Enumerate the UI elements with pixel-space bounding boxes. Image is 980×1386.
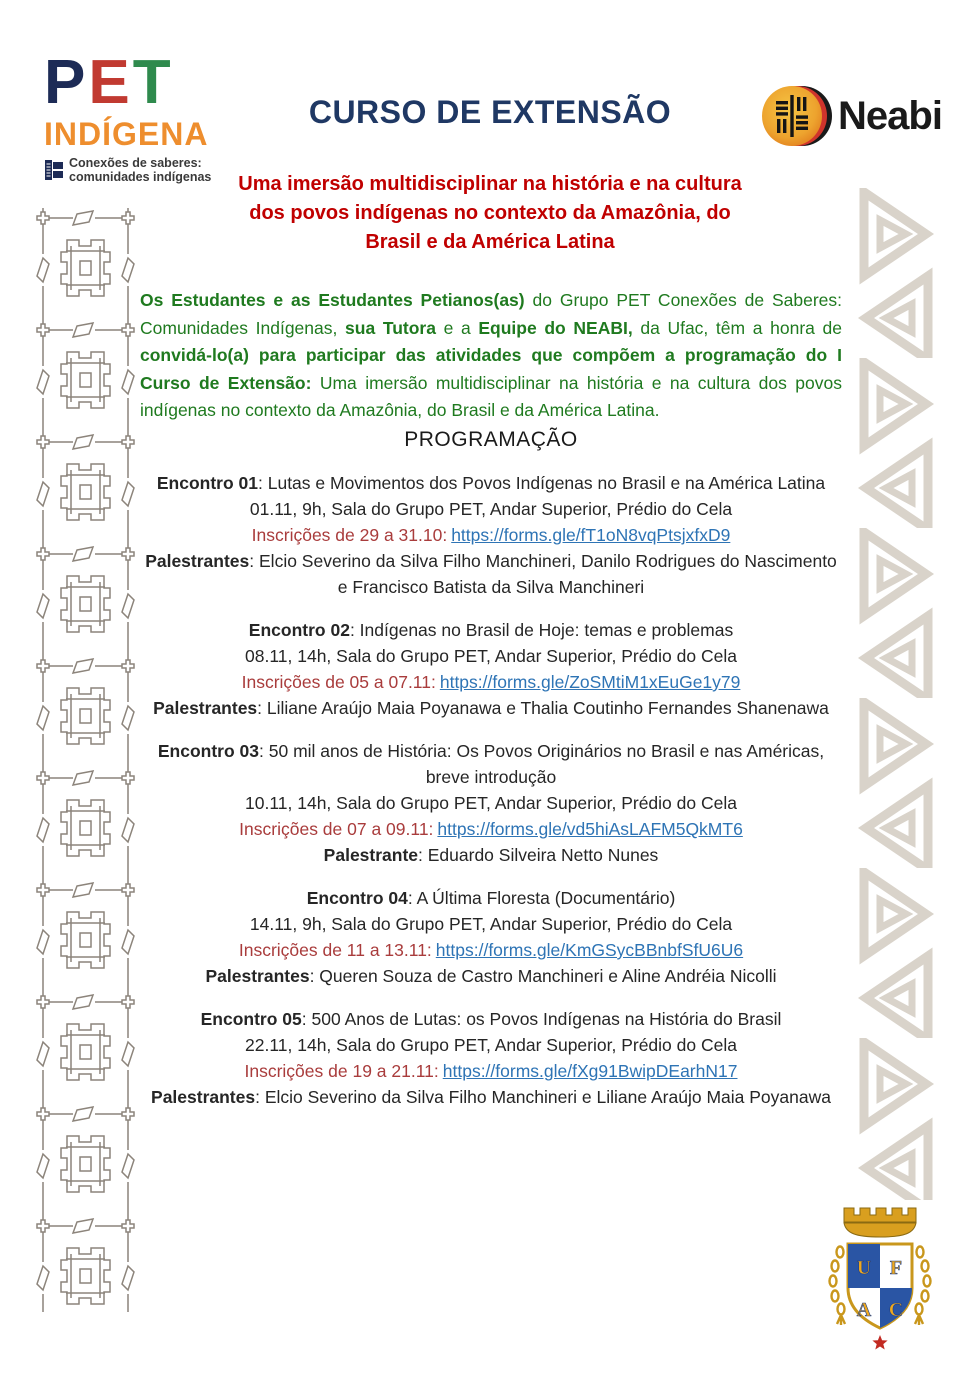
event-speakers-line: [145, 695, 837, 721]
event-speakers-text: : Queren Souza de Castro Manchineri e Aline Andréia Nicolli: [309, 966, 777, 986]
event-block-5: [145, 1006, 837, 1110]
event-block-4: [145, 885, 837, 989]
event-inscriptions-line: [145, 816, 837, 842]
neabi-logo: [760, 80, 942, 152]
event-speakers-label: Palestrantes: [145, 551, 250, 571]
invitation-paragraph: [140, 287, 842, 425]
pet-letter-e: E: [88, 48, 133, 117]
event-speakers-label: Palestrante: [323, 845, 419, 865]
event-title-text: : 500 Anos de Lutas: os Povos Indígenas na História do Brasil: [301, 1009, 782, 1029]
event-block-2: [145, 617, 837, 721]
subtitle-line1: Uma imersão multidisciplinar na história e na cultura: [238, 173, 742, 195]
ufac-star: [872, 1335, 887, 1350]
event-title-text: : A Última Floresta (Documentário): [407, 888, 676, 908]
intro-run7: convidá-lo(a) para participar das atividades que compõem a programação do I Curso de Extensão:: [140, 345, 842, 393]
neabi-mark-icon: [760, 80, 836, 152]
event-speakers-text: : Elcio Severino da Silva Filho Manchineri e Liliane Araújo Maia Poyanawa: [255, 1087, 831, 1107]
program-section: [145, 428, 837, 1127]
event-speakers-line: [145, 842, 837, 868]
indigenous-pattern-left-border: [33, 208, 139, 1312]
pet-tagline-line2: comunidades indígenas: [69, 170, 212, 184]
ufac-crest-icon: [820, 1196, 940, 1358]
event-registration-link[interactable]: https://forms.gle/vd5hiAsLAFM5QkMT6: [437, 819, 743, 839]
event-inscriptions-label: Inscrições de 07 a 09.11:: [239, 819, 434, 839]
event-registration-link[interactable]: https://forms.gle/fXg91BwipDEarhN17: [442, 1061, 738, 1081]
triangle-pattern-right-border: [856, 188, 938, 1200]
event-title-text: : Indígenas no Brasil de Hoje: temas e problemas: [349, 620, 734, 640]
event-speakers-text: : Liliane Araújo Maia Poyanawa e Thalia Coutinho Fernandes Shanenawa: [257, 698, 829, 718]
event-speakers-line: [145, 1084, 837, 1110]
intro-run1: Os Estudantes e as Estudantes Petianos(as): [140, 290, 525, 310]
program-heading: PROGRAMAÇÃO: [404, 428, 578, 451]
intro-run3: sua Tutora: [345, 317, 436, 338]
event-title-text: : Lutas e Movimentos dos Povos Indígenas no Brasil e na América Latina: [258, 473, 826, 493]
event-title-text: : 50 mil anos de História: Os Povos Originários no Brasil e nas Américas, breve introdução: [259, 741, 825, 787]
course-subtitle: [0, 170, 980, 257]
event-inscriptions-label: Inscrições de 05 a 07.11:: [241, 672, 436, 692]
event-registration-link[interactable]: https://forms.gle/KmGSycBBnbfSfU6U6: [435, 940, 744, 960]
event-speakers-label: Palestrantes: [205, 966, 310, 986]
event-number: Encontro 04: [306, 888, 408, 908]
ufac-letter-u: U: [856, 1257, 872, 1279]
event-block-3: [145, 738, 837, 868]
intro-run5: Equipe do NEABI,: [478, 317, 633, 338]
event-inscriptions-label: Inscrições de 11 a 13.11:: [238, 940, 432, 960]
pet-letter-t: T: [132, 48, 174, 117]
event-registration-link[interactable]: https://forms.gle/ZoSMtiM1xEuGe1y79: [439, 672, 741, 692]
event-speakers-text: : Elcio Severino da Silva Filho Manchineri, Danilo Rodrigues do Nascimento e Francisco Batista da Silva Manchineri: [249, 551, 837, 597]
event-speakers-line: [145, 963, 837, 989]
event-title: [145, 617, 837, 643]
event-speakers-label: Palestrantes: [153, 698, 258, 718]
event-title: [145, 470, 837, 496]
event-speakers-text: : Eduardo Silveira Netto Nunes: [418, 845, 659, 865]
ufac-letter-a: A: [856, 1299, 872, 1321]
event-schedule: 22.11, 14h, Sala do Grupo PET, Andar Superior, Prédio do Cela: [245, 1035, 737, 1055]
event-inscriptions-label: Inscrições de 19 a 21.11:: [244, 1061, 439, 1081]
event-number: Encontro 02: [248, 620, 350, 640]
event-schedule: 01.11, 9h, Sala do Grupo PET, Andar Superior, Prédio do Cela: [249, 499, 733, 519]
neabi-logo-text: Neabi: [838, 93, 942, 138]
event-number: Encontro 03: [157, 741, 260, 761]
pet-letter-p: P: [44, 48, 89, 117]
event-inscriptions-line: [145, 522, 837, 548]
intro-run8: Uma imersão multidisciplinar na história e na cultura dos povos indígenas no contexto da Amazônia, do Brasil e da América Latina.: [140, 372, 842, 420]
intro-run4: e a: [435, 317, 479, 338]
event-number: Encontro 05: [200, 1009, 302, 1029]
event-inscriptions-line: [145, 937, 837, 963]
ufac-letter-f: F: [889, 1257, 903, 1279]
intro-run2: do Grupo PET Conexões de Saberes: Comunidades Indígenas,: [140, 290, 842, 338]
pet-logo-name: INDÍGENA: [44, 116, 209, 152]
event-inscriptions-line: [145, 1058, 837, 1084]
event-inscriptions-line: [145, 669, 837, 695]
ufac-letter-c: C: [888, 1299, 904, 1321]
event-inscriptions-label: Inscrições de 29 a 31.10:: [251, 525, 448, 545]
subtitle-line2: dos povos indígenas no contexto da Amazônia, do: [249, 202, 731, 224]
event-title: [145, 885, 837, 911]
event-registration-link[interactable]: https://forms.gle/fT1oN8vqPtsjxfxD9: [451, 525, 731, 545]
page-title: CURSO DE EXTENSÃO: [308, 94, 672, 130]
event-schedule: 14.11, 9h, Sala do Grupo PET, Andar Superior, Prédio do Cela: [249, 914, 733, 934]
event-block-1: [145, 470, 837, 600]
intro-run6: da Ufac, têm a honra de: [632, 317, 842, 338]
event-speakers-label: Palestrantes: [151, 1087, 256, 1107]
subtitle-line3: Brasil e da América Latina: [365, 231, 615, 253]
event-number: Encontro 01: [156, 473, 258, 493]
event-speakers-line: [145, 548, 837, 600]
pet-tagline-line1: Conexões de saberes:: [69, 156, 202, 170]
event-schedule: 08.11, 14h, Sala do Grupo PET, Andar Superior, Prédio do Cela: [245, 646, 737, 666]
event-schedule: 10.11, 14h, Sala do Grupo PET, Andar Superior, Prédio do Cela: [245, 793, 737, 813]
event-title: [145, 1006, 837, 1032]
event-title: [145, 738, 837, 790]
